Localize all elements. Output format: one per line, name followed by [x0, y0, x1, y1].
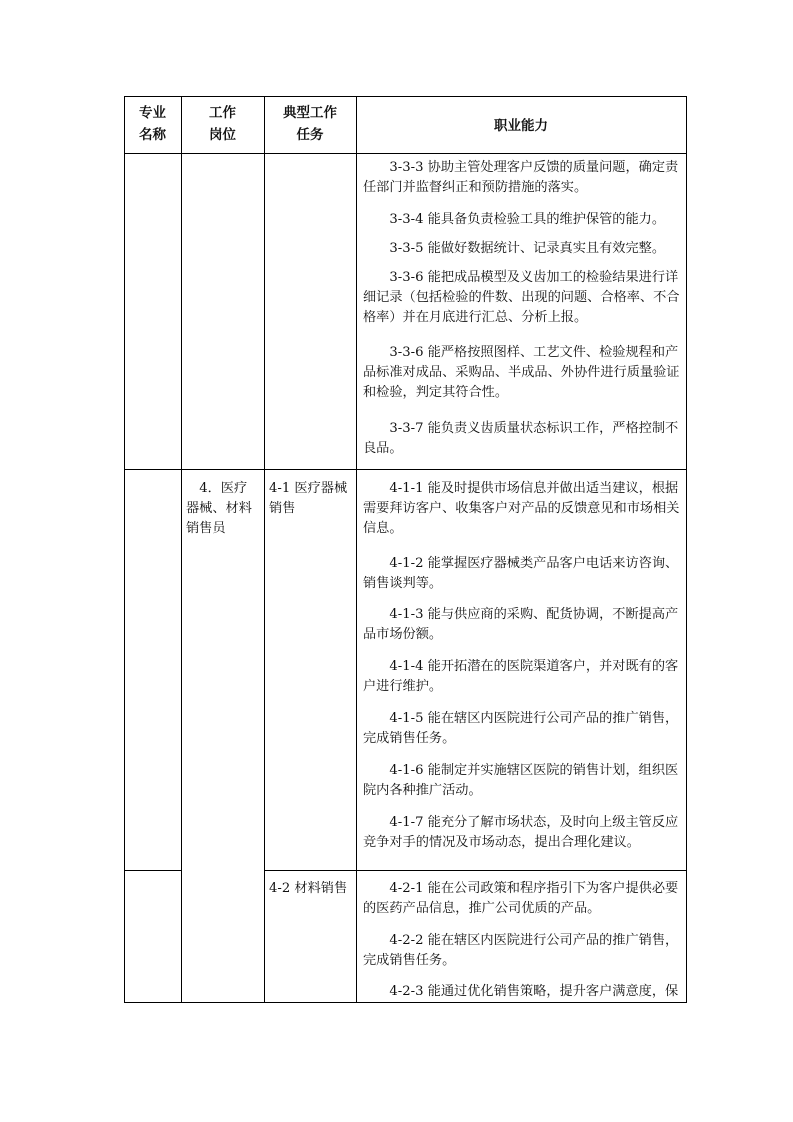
competency-3-3-4: 3-3-4 能具备负责检验工具的维护保管的能力。 — [389, 212, 666, 227]
competency-3-3-6b: 3-3-6 能严格按照图样、工艺文件、检验规程和产品标准对成品、采购品、半成品、外协件进行质量验证和检验，判定其符合性。 — [363, 345, 680, 400]
section-rule-partial-2 — [264, 870, 687, 871]
header-bottom-rule — [124, 153, 687, 154]
task-material-sales: 4-2 材料销售 — [269, 881, 348, 896]
header-major-line1: 专业 — [139, 105, 166, 121]
header-major-name — [124, 102, 181, 146]
competency-table — [124, 96, 687, 1002]
competency-3-3-6a: 3-3-6 能把成品模型及义齿加工的检验结果进行详细记录（包括检验的件数、出现的问题、合格率、不合格率）并在月底进行汇总、分析上报。 — [363, 270, 680, 325]
competency-3-3-3: 3-3-3 协助主管处理客户反馈的质量问题，确定责任部门并监督纠正和预防措施的落实。 — [363, 160, 679, 195]
competency-3-3-5: 3-3-5 能做好数据统计、记录真实且有效完整。 — [389, 241, 666, 256]
competency-4-1-4: 4-1-4 能开拓潜在的医院渠道客户，并对既有的客户进行维护。 — [363, 659, 679, 694]
section-rule — [124, 469, 687, 470]
work-post-sales: 4．医疗器械、材料销售员 — [186, 481, 252, 536]
column-divider-2 — [264, 96, 265, 1003]
section-rule-partial-1 — [124, 870, 181, 871]
table-border-bottom — [124, 1002, 687, 1003]
competency-3-3-7: 3-3-7 能负责义齿质量状态标识工作，严格控制不良品。 — [363, 421, 679, 456]
header-typical-task — [264, 102, 356, 146]
column-divider-3 — [356, 96, 357, 1003]
competency-4-2-2: 4-2-2 能在辖区内医院进行公司产品的推广销售，完成销售任务。 — [363, 933, 679, 968]
header-task-line1: 典型工作 — [283, 105, 337, 121]
competency-4-1-7: 4-1-7 能充分了解市场状态，及时向上级主管反应竞争对手的情况及市场动态，提出合理化建议。 — [363, 815, 679, 850]
table-border-right — [686, 96, 687, 1003]
competency-4-1-3: 4-1-3 能与供应商的采购、配货协调，不断提高产品市场份额。 — [363, 607, 679, 642]
header-post-line1: 工作 — [209, 105, 236, 121]
competency-4-1-6: 4-1-6 能制定并实施辖区医院的销售计划，组织医院内各种推广活动。 — [363, 763, 679, 798]
table-border-top — [124, 96, 687, 97]
competency-4-1-2: 4-1-2 能掌握医疗器械类产品客户电话来访咨询、销售谈判等。 — [363, 556, 679, 591]
competency-4-1-5: 4-1-5 能在辖区内医院进行公司产品的推广销售，完成销售任务。 — [363, 711, 679, 746]
competency-4-2-1: 4-2-1 能在公司政策和程序指引下为客户提供必要的医药产品信息，推广公司优质的产品。 — [363, 881, 679, 916]
competency-4-1-1: 4-1-1 能及时提供市场信息并做出适当建议，根据需要拜访客户、收集客户对产品的反馈意见和市场相关信息。 — [363, 481, 680, 536]
table-border-left — [124, 96, 125, 1003]
header-work-post — [181, 102, 264, 146]
competency-4-2-3: 4-2-3 能通过优化销售策略，提升客户满意度，保 — [389, 984, 679, 999]
header-major-line2: 名称 — [139, 127, 166, 143]
task-device-sales: 4-1 医疗器械销售 — [269, 481, 348, 516]
header-task-line2: 任务 — [296, 127, 324, 143]
column-divider-1 — [181, 96, 182, 1003]
header-competency: 职业能力 — [494, 118, 548, 134]
header-post-line2: 岗位 — [209, 127, 236, 143]
